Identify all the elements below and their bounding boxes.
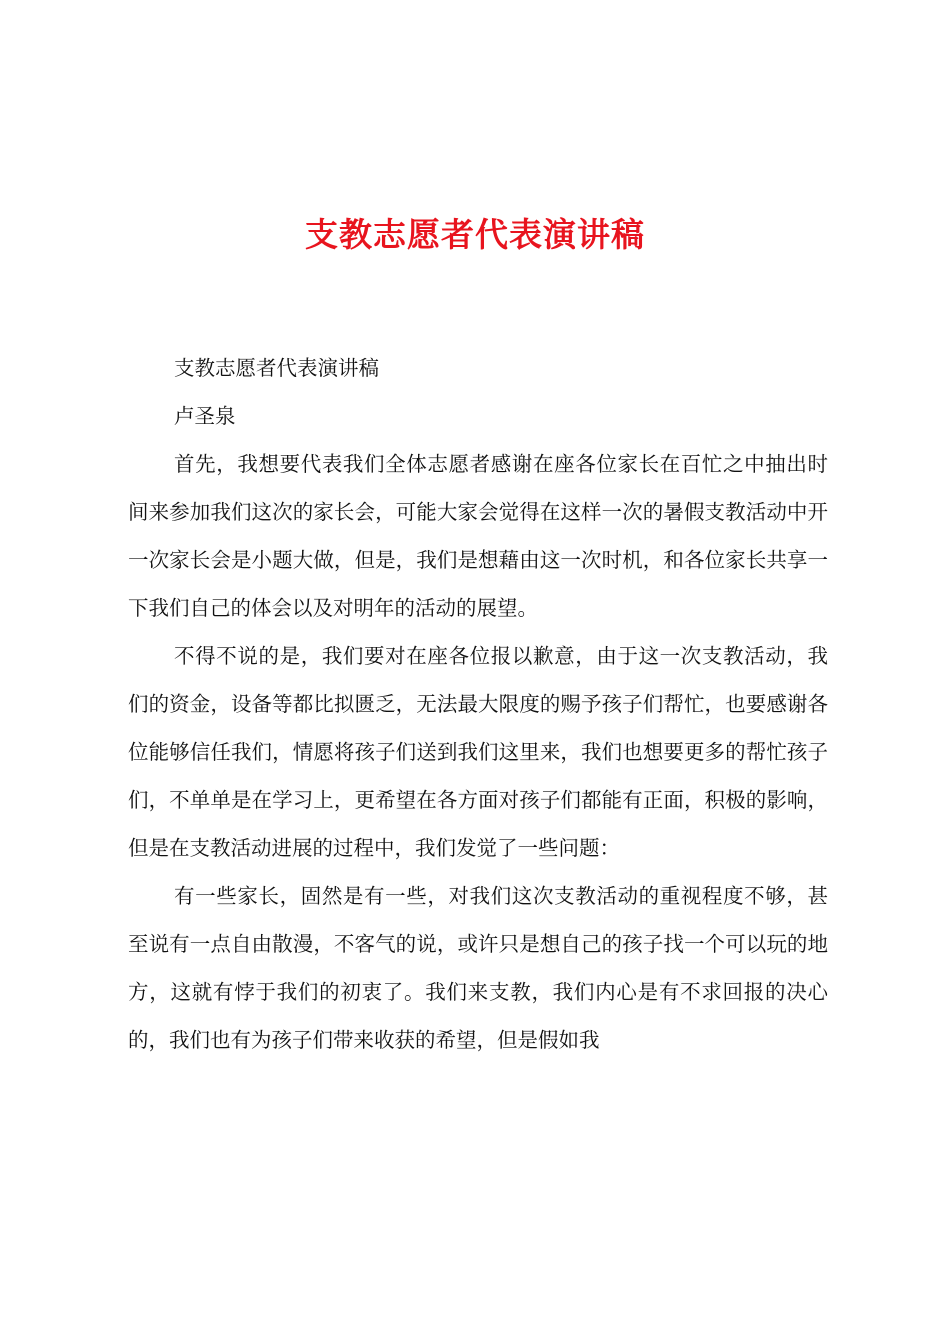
paragraph-3: 有一些家长，固然是有一些，对我们这次支教活动的重视程度不够，甚至说有一点自由散漫，不客气的说，或许只是想自己的孩子找一个可以玩的地方，这就有悖于我们的初衷了。我们来支教，我们内心是有不求回报的决心的，我们也有为孩子们带来收获的希望，但是假如我 [128,884,828,1052]
speech-heading: 支教志愿者代表演讲稿 [174,356,379,380]
document-title: 支教志愿者代表演讲稿 [305,215,645,254]
document-body [128,344,828,1064]
author-name: 卢圣泉 [174,404,236,428]
paragraph-1: 首先，我想要代表我们全体志愿者感谢在座各位家长在百忙之中抽出时间来参加我们这次的家长会，可能大家会觉得在这样一次的暑假支教活动中开一次家长会是小题大做，但是，我们是想藉由这一次时机，和各位家长共享一下我们自己的体会以及对明年的活动的展望。 [128,452,828,620]
paragraph-2: 不得不说的是，我们要对在座各位报以歉意，由于这一次支教活动，我们的资金，设备等都比拟匮乏，无法最大限度的赐予孩子们帮忙，也要感谢各位能够信任我们，情愿将孩子们送到我们这里来，我们也想要更多的帮忙孩子们，不单单是在学习上，更希望在各方面对孩子们都能有正面，积极的影响，但是在支教活动进展的过程中，我们发觉了一些问题： [128,644,828,860]
